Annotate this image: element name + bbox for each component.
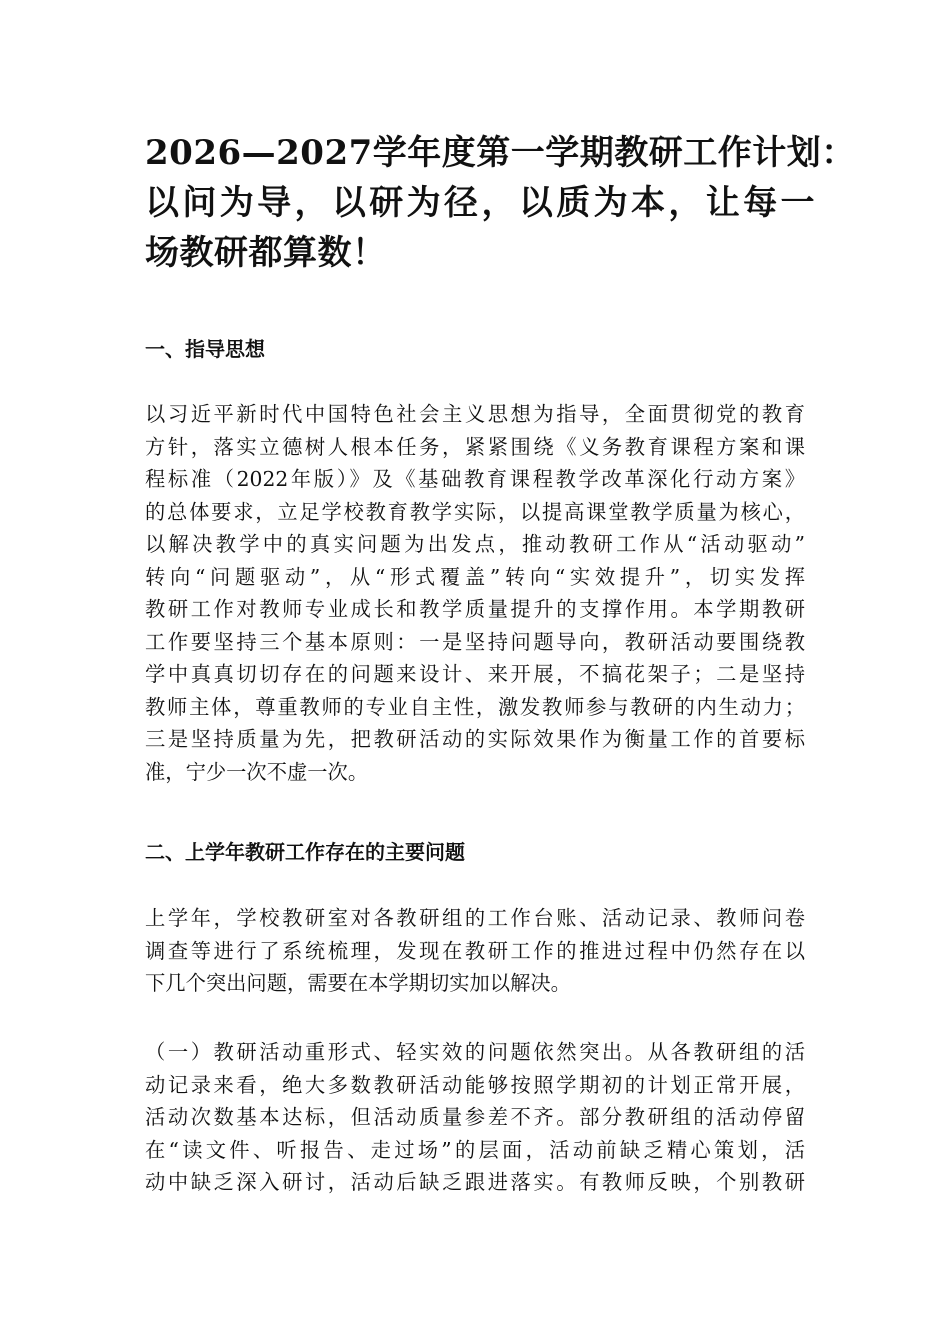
text-line: 下几个突出问题，需要在本学期切实加以解决。 (145, 971, 571, 995)
title-line: 2026—2027学年度第一学期教研工作计划： (145, 133, 856, 173)
text-line: 动记录来看，绝大多数教研活动能够按照学期初的计划正常开展， (145, 1072, 805, 1097)
text-line: （一）教研活动重形式、轻实效的问题依然突出。从各教研组的活 (145, 1040, 805, 1064)
text-line: 动中缺乏深入研讨，活动后缺乏跟进落实。有教师反映，个别教研 (145, 1170, 805, 1194)
text-line: 调查等进行了系统梳理，发现在教研工作的推进过程中仍然存在以 (145, 938, 805, 963)
text-line: 的总体要求，立足学校教育教学实际，以提高课堂教学质量为核心， (145, 499, 805, 524)
text-line: 以解决教学中的真实问题为出发点，推动教研工作从“活动驱动” (145, 532, 805, 556)
text-line: 教研工作对教师专业成长和教学质量提升的支撑作用。本学期教研 (145, 597, 805, 621)
text-line: 工作要坚持三个基本原则：一是坚持问题导向，教研活动要围绕教 (145, 629, 805, 654)
text-line: 程标准（2022年版）》及《基础教育课程教学改革深化行动方案》 (145, 467, 805, 491)
paragraph-guiding-ideology (145, 398, 805, 788)
section-heading-guiding-ideology: 一、指导思想 (145, 337, 265, 361)
document-title (145, 128, 856, 278)
section-heading-main-problems: 二、上学年教研工作存在的主要问题 (145, 840, 465, 864)
title-line: 场教研都算数！ (145, 233, 387, 273)
paragraph-problem-1 (145, 1036, 805, 1199)
text-line: 学中真真切切存在的问题来设计、来开展，不搞花架子；二是坚持 (145, 662, 805, 686)
text-line: 在“读文件、听报告、走过场”的层面，活动前缺乏精心策划，活 (145, 1137, 805, 1162)
text-line: 活动次数基本达标，但活动质量参差不齐。部分教研组的活动停留 (145, 1105, 805, 1129)
text-line: 方针，落实立德树人根本任务，紧紧围绕《义务教育课程方案和课 (145, 434, 805, 459)
title-line: 以问为导，以研为径，以质为本，让每一 (145, 183, 815, 223)
text-line: 以习近平新时代中国特色社会主义思想为指导，全面贯彻党的教育 (145, 402, 805, 426)
text-line: 教师主体，尊重教师的专业自主性，激发教师参与教研的内生动力； (145, 694, 805, 719)
text-line: 转向“问题驱动”，从“形式覆盖”转向“实效提升”，切实发挥 (145, 564, 805, 589)
text-line: 三是坚持质量为先，把教研活动的实际效果作为衡量工作的首要标 (145, 727, 805, 751)
text-line: 上学年，学校教研室对各教研组的工作台账、活动记录、教师问卷 (145, 906, 805, 930)
text-line: 准，宁少一次不虚一次。 (145, 759, 369, 784)
paragraph-problems-intro (145, 902, 805, 1000)
